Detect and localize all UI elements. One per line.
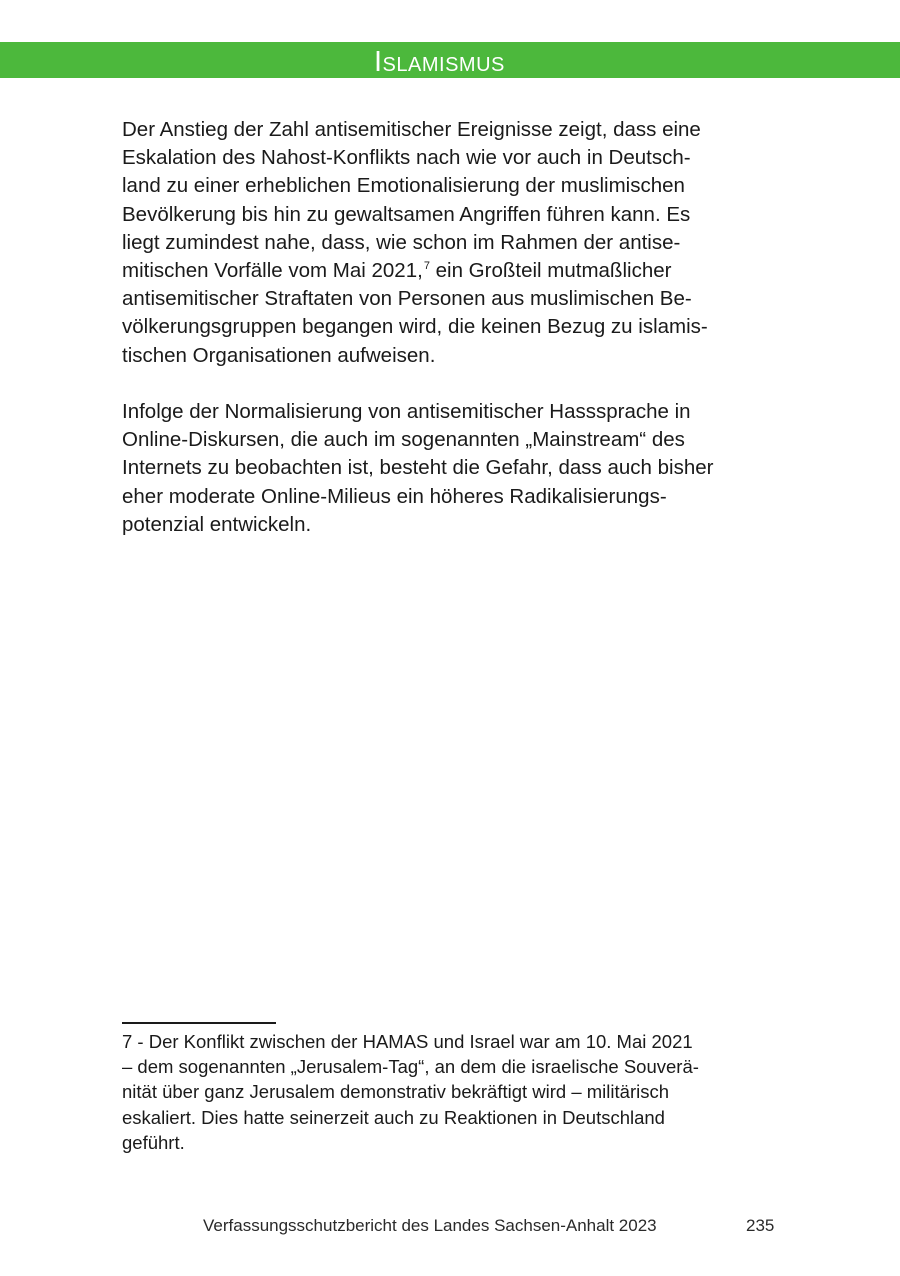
footnote-reference: 7 [423, 260, 430, 273]
footnote [122, 1029, 782, 1155]
text-line: tischen Organisationen aufweisen. [122, 343, 436, 367]
text-line: Infolge der Normalisierung von antisemitischer Hasssprache in [122, 400, 691, 423]
text-line: Der Anstieg der Zahl antisemitischer Ereignisse zeigt, dass eine [122, 118, 701, 141]
footnote-line: 7 - Der Konflikt zwischen der HAMAS und Israel war am 10. Mai 2021 [122, 1031, 693, 1052]
body-paragraph-1 [122, 116, 787, 370]
text-line-with-footnote-ref [122, 257, 787, 285]
text-line: potenzial entwickeln. [122, 512, 312, 536]
footnote-line: nität über ganz Jerusalem demonstrativ bekräftigt wird – militärisch [122, 1081, 670, 1103]
body-paragraph-2 [122, 398, 787, 539]
footnote-divider [122, 1022, 276, 1024]
text-line: völkerungsgruppen begangen wird, die keinen Bezug zu islamis- [122, 315, 708, 339]
text-line: Eskalation des Nahost-Konflikts nach wie vor auch in Deutsch- [122, 146, 691, 170]
footnote-line: eskaliert. Dies hatte seinerzeit auch zu Reaktionen in Deutschland [122, 1106, 665, 1128]
page-number: 235 [746, 1216, 775, 1235]
footer-publication-title: Verfassungsschutzbericht des Landes Sachsen-Anhalt 2023 [203, 1216, 657, 1235]
footnote-line: geführt. [122, 1131, 185, 1153]
text-line: liegt zumindest nahe, dass, wie schon im Rahmen der antise- [122, 230, 681, 254]
section-title: Islamismus [374, 46, 505, 78]
text-line: Bevölkerung bis hin zu gewaltsamen Angriffen führen kann. Es [122, 202, 691, 226]
text-line: antisemitischer Straftaten von Personen aus muslimischen Be- [122, 287, 692, 311]
text-segment: mitischen Vorfälle vom Mai 2021, [122, 259, 423, 283]
text-line: land zu einer erheblichen Emotionalisierung der muslimischen [122, 174, 685, 198]
text-line: eher moderate Online-Milieus ein höheres Radikalisierungs- [122, 484, 667, 508]
footnote-line: – dem sogenannten „Jerusalem-Tag“, an dem die israelische Souverä- [122, 1056, 699, 1078]
text-segment: ein Großteil mutmaßlicher [429, 259, 672, 283]
text-line: Internets zu beobachten ist, besteht die Gefahr, dass auch bisher [122, 456, 714, 480]
text-line: Online-Diskursen, die auch im sogenannten „Mainstream“ des [122, 428, 685, 452]
